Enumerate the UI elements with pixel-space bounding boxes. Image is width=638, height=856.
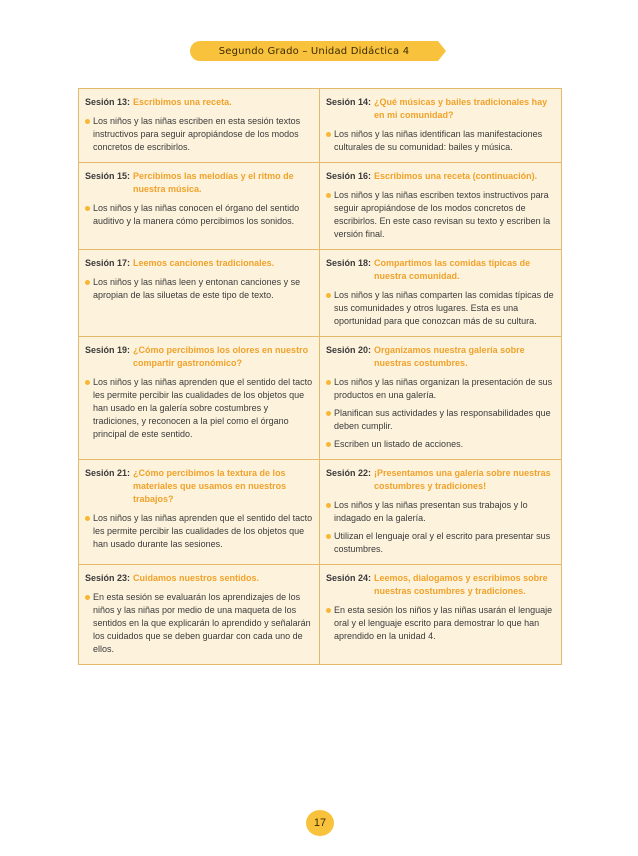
- session-bullet-item: Utilizan el lenguaje oral y el escrito para presentar sus costumbres.: [326, 530, 555, 556]
- session-heading: [85, 170, 313, 196]
- session-label-colon: :: [127, 573, 131, 583]
- session-bullet-list: [85, 202, 313, 228]
- session-cell: [79, 337, 320, 460]
- session-heading: [85, 96, 313, 109]
- session-title: ¿Cómo percibimos la textura de los materiales que usamos en nuestros trabajos?: [133, 468, 287, 504]
- session-heading: [326, 170, 555, 183]
- session-heading: [326, 257, 555, 283]
- session-bullet-list: [85, 591, 313, 656]
- unit-header-banner: [190, 41, 438, 61]
- session-bullet-item: Los niños y las niñas leen y entonan canciones y se apropian de las siluetas de este tipo de texto.: [85, 276, 313, 302]
- session-label: Sesión 13: [85, 97, 128, 107]
- session-bullet-item: Planifican sus actividades y las responsabilidades que deben cumplir.: [326, 407, 555, 433]
- session-title: ¿Qué músicas y bailes tradicionales hay en mi comunidad?: [374, 97, 548, 120]
- sessions-table: [78, 88, 562, 665]
- session-title: Cuidamos nuestros sentidos.: [133, 573, 260, 583]
- session-cell: [79, 565, 320, 664]
- banner-tab-shape: [438, 41, 446, 61]
- session-heading: [326, 467, 555, 493]
- session-title: Compartimos las comidas típicas de nuestra comunidad.: [374, 258, 531, 281]
- session-bullet-list: [85, 115, 313, 154]
- session-heading: [326, 96, 555, 122]
- session-label: Sesión 21: [85, 468, 128, 478]
- session-cell: [320, 337, 561, 460]
- session-bullet-list: [326, 189, 555, 241]
- session-cell: [79, 163, 320, 250]
- session-title: ¿Cómo percibimos los olores en nuestro compartir gastronómico?: [133, 345, 309, 368]
- session-label: Sesión 16: [326, 171, 369, 181]
- session-label-colon: :: [127, 171, 131, 181]
- session-cell: [320, 250, 561, 337]
- session-cell: [79, 460, 320, 565]
- session-label: Sesión 19: [85, 345, 128, 355]
- session-heading: [326, 572, 555, 598]
- session-bullet-list: [326, 128, 555, 154]
- session-cell: [320, 163, 561, 250]
- session-bullet-item: Los niños y las niñas presentan sus trabajos y lo indagado en la galería.: [326, 499, 555, 525]
- session-bullet-list: [85, 512, 313, 551]
- session-title: Escribimos una receta.: [133, 97, 232, 107]
- session-bullet-list: [326, 376, 555, 451]
- session-bullet-item: Los niños y las niñas conocen el órgano del sentido auditivo y la manera cómo percibimos los sonidos.: [85, 202, 313, 228]
- session-label: Sesión 18: [326, 258, 369, 268]
- session-label: Sesión 15: [85, 171, 128, 181]
- session-label: Sesión 17: [85, 258, 128, 268]
- session-bullet-list: [326, 604, 555, 643]
- session-cell: [320, 565, 561, 664]
- session-bullet-item: Los niños y las niñas organizan la presentación de sus productos en una galería.: [326, 376, 555, 402]
- session-label: Sesión 22: [326, 468, 369, 478]
- session-label: Sesión 24: [326, 573, 369, 583]
- session-label-colon: :: [368, 97, 372, 107]
- session-heading: [85, 257, 313, 270]
- session-bullet-list: [85, 276, 313, 302]
- session-title: Percibimos las melodías y el ritmo de nuestra música.: [133, 171, 294, 194]
- session-title: Leemos, dialogamos y escribimos sobre nuestras costumbres y tradiciones.: [374, 573, 548, 596]
- session-bullet-item: Los niños y las niñas escriben en esta sesión textos instructivos para seguir apropiándose de los modos concretos de escribirlos.: [85, 115, 313, 154]
- session-label-colon: :: [368, 468, 372, 478]
- session-title: Organizamos nuestra galería sobre nuestras costumbres.: [374, 345, 525, 368]
- page-number: 17: [313, 817, 327, 829]
- session-bullet-list: [326, 499, 555, 556]
- session-label-colon: :: [127, 345, 131, 355]
- session-label-colon: :: [368, 345, 372, 355]
- session-label-colon: :: [368, 573, 372, 583]
- session-label: Sesión 20: [326, 345, 369, 355]
- session-title: Leemos canciones tradicionales.: [133, 258, 275, 268]
- session-heading: [85, 572, 313, 585]
- session-bullet-item: Los niños y las niñas aprenden que el sentido del tacto les permite percibir las cualidades de los objetos que han usado en la galería sobre costumbres y tradiciones, y reconocen a la piel como el órgano principal de este sentido.: [85, 376, 313, 441]
- session-bullet-item: Los niños y las niñas escriben textos instructivos para seguir apropiándose de los modos concretos de escribirlos. En este caso revisan su texto y escriben la versión final.: [326, 189, 555, 241]
- unit-header-title: Segundo Grado – Unidad Didáctica 4: [218, 45, 410, 57]
- session-bullet-item: Los niños y las niñas comparten las comidas típicas de sus comunidades y otros lugares. Esta es una oportunidad para que conozcan más de su cultura.: [326, 289, 555, 328]
- session-bullet-list: [85, 376, 313, 441]
- session-bullet-list: [326, 289, 555, 328]
- session-cell: [79, 250, 320, 337]
- session-cell: [320, 89, 561, 163]
- session-label-colon: :: [127, 97, 131, 107]
- session-label: Sesión 23: [85, 573, 128, 583]
- page-number-badge: [306, 810, 334, 836]
- session-bullet-item: Escriben un listado de acciones.: [326, 438, 555, 451]
- session-title: Escribimos una receta (continuación).: [374, 171, 538, 181]
- session-bullet-item: Los niños y las niñas identifican las manifestaciones culturales de su comunidad: bailes y música.: [326, 128, 555, 154]
- session-label-colon: :: [368, 258, 372, 268]
- session-label-colon: :: [127, 468, 131, 478]
- session-label-colon: :: [368, 171, 372, 181]
- session-title: ¡Presentamos una galería sobre nuestras costumbres y tradiciones!: [374, 468, 551, 491]
- session-cell: [320, 460, 561, 565]
- session-bullet-item: En esta sesión los niños y las niñas usarán el lenguaje oral y el lenguaje escrito para demostrar lo que han aprendido en la unidad 4.: [326, 604, 555, 643]
- session-heading: [326, 344, 555, 370]
- session-heading: [85, 467, 313, 506]
- session-label-colon: :: [127, 258, 131, 268]
- session-label: Sesión 14: [326, 97, 369, 107]
- session-heading: [85, 344, 313, 370]
- session-cell: [79, 89, 320, 163]
- session-bullet-item: Los niños y las niñas aprenden que el sentido del tacto les permite percibir las cualidades de los objetos que han usado durante las sesiones.: [85, 512, 313, 551]
- session-bullet-item: En esta sesión se evaluarán los aprendizajes de los niños y las niñas por medio de una maqueta de los sentidos en la que explicarán lo aprendido y señalarán los cuidados que se deben guardar con cada uno de ellos.: [85, 591, 313, 656]
